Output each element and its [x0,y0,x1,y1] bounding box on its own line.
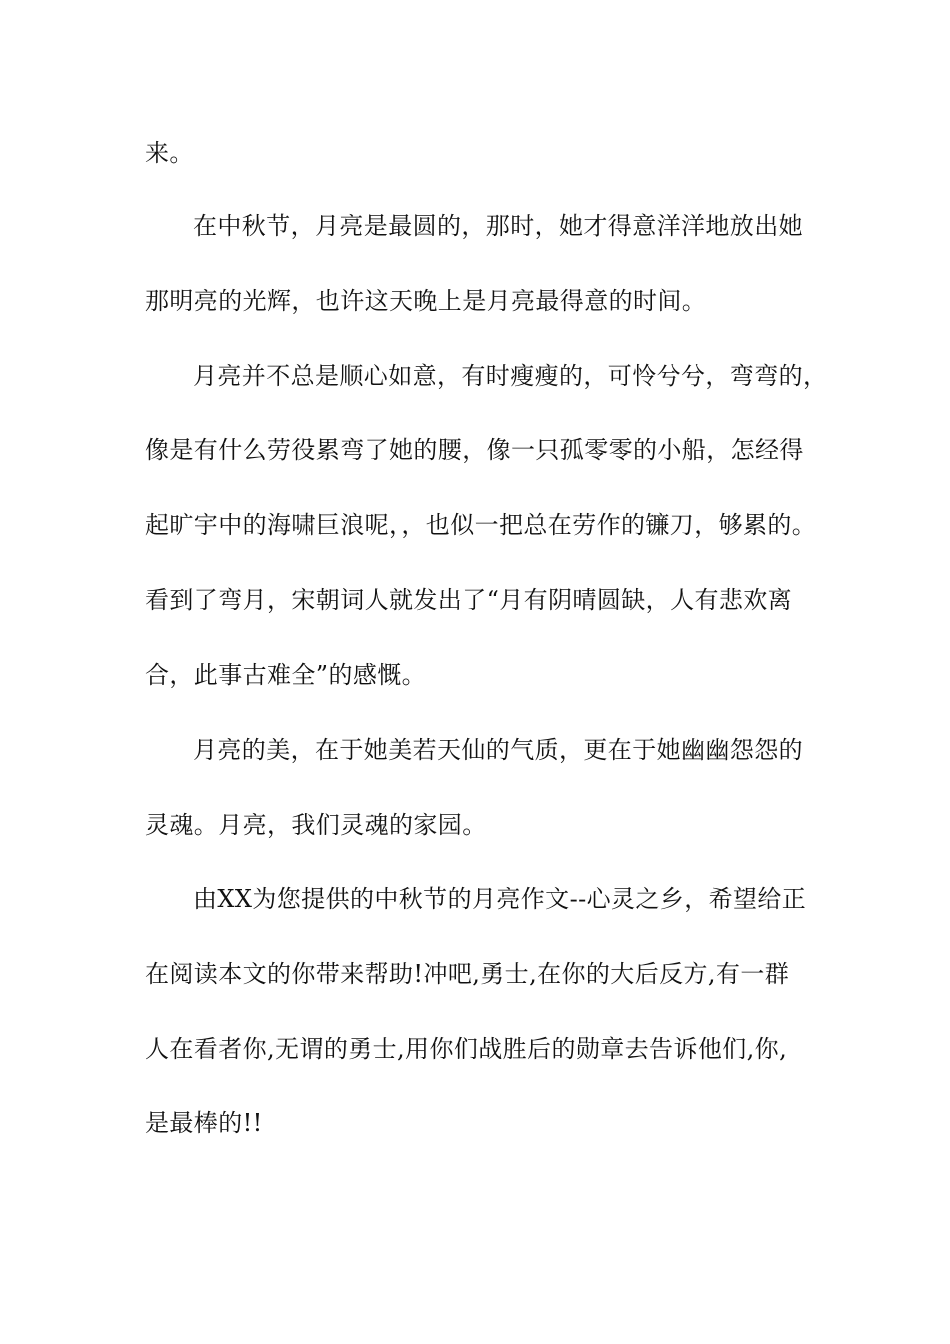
text-line: 起旷宇中的海啸巨浪呢，，也似一把总在劳作的镰刀，够累的。 [145,511,817,539]
text-line: 灵魂。月亮，我们灵魂的家园。 [145,811,487,839]
text-line: 像是有什么劳役累弯了她的腰，像一只孤零零的小船，怎经得 [145,436,804,464]
text-line: 合，此事古难全”的感慨。 [145,661,427,689]
text-line: 来。 [145,139,194,167]
paragraph-start-line: 月亮的美，在于她美若天仙的气质，更在于她幽幽怨怨的 [193,736,803,764]
paragraph-start-line: 在中秋节，月亮是最圆的，那时，她才得意洋洋地放出她 [193,212,803,240]
text-line: 那明亮的光辉，也许这天晚上是月亮最得意的时间。 [145,287,707,315]
text-line: 人在看者你,无谓的勇士,用你们战胜后的勋章去告诉他们,你, [145,1035,788,1063]
paragraph-start-line: 月亮并不总是顺心如意，有时瘦瘦的，可怜兮兮，弯弯的， [193,362,828,390]
text-line: 在阅读本文的你带来帮助!冲吧,勇士,在你的大后反方,有一群 [145,960,790,988]
paragraph-start-line: 由XX为您提供的中秋节的月亮作文--心灵之乡，希望给正 [193,885,807,913]
text-line: 看到了弯月，宋朝词人就发出了“月有阴晴圆缺，人有悲欢离 [145,586,793,614]
text-line: 是最棒的!! [145,1109,263,1137]
